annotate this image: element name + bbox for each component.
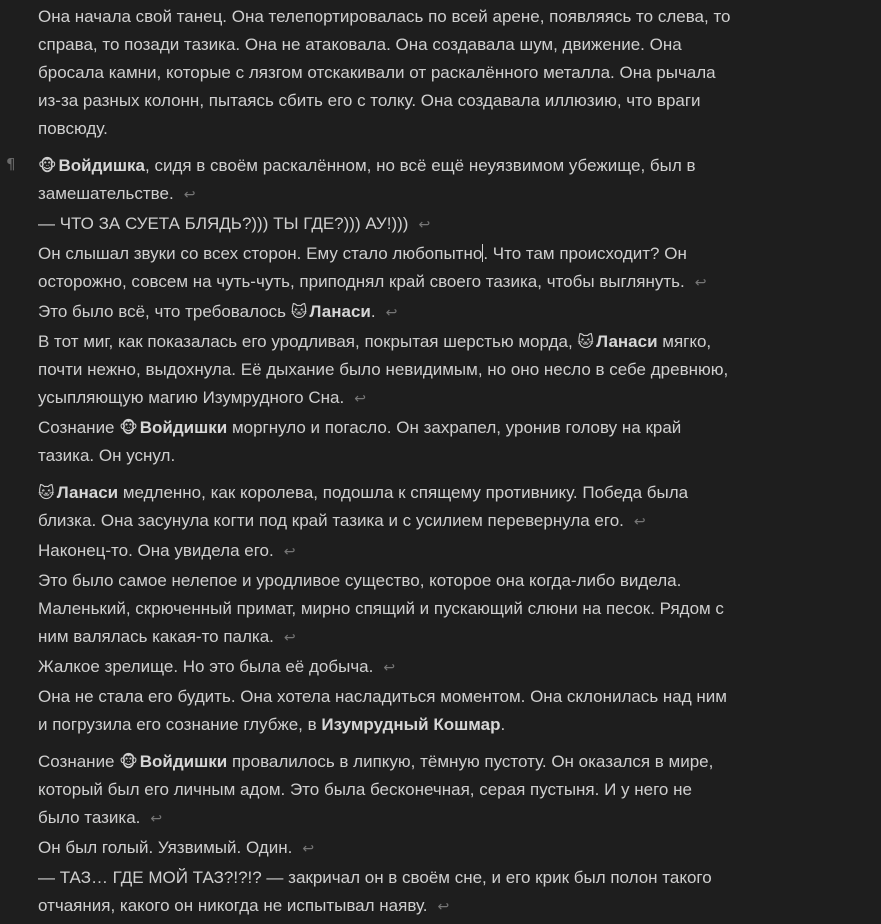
return-icon: ↩ — [283, 544, 296, 560]
paragraph-3[interactable] — [38, 210, 778, 238]
paragraph-11[interactable] — [38, 653, 778, 681]
paragraph-15[interactable] — [38, 864, 778, 920]
text-line: Маленький, скрюченный примат, мирно спящий и пускающий слюни на песок. Рядом с — [38, 599, 724, 618]
paragraph-2[interactable] — [38, 152, 778, 208]
paragraph-4[interactable] — [38, 240, 778, 296]
paragraph-14[interactable] — [38, 834, 778, 862]
text-run: мягко, — [657, 332, 712, 351]
text-line: повсюду. — [38, 119, 108, 138]
monkey-icon: 🐵 — [119, 418, 138, 437]
text-line: тазика. Он уснул. — [38, 446, 176, 465]
text-run: . Что там происходит? Он — [483, 244, 687, 263]
text-run: Он слышал звуки со всех сторон. Ему стало любопытно — [38, 244, 483, 263]
paragraph-8[interactable] — [38, 479, 778, 535]
text-run: моргнуло и погасло. Он захрапел, уронив голову на край — [227, 418, 682, 437]
character-name: Ланаси — [56, 483, 119, 502]
return-icon: ↩ — [183, 187, 196, 203]
cat-icon: 🐱 — [577, 332, 595, 351]
text-run: отчаяния, какого он никогда не испытывал наяву. — [38, 896, 428, 915]
return-icon: ↩ — [383, 660, 396, 676]
text-run: усыпляющую магию Изумрудного Сна. — [38, 388, 345, 407]
text-run: и погрузила его сознание глубже, в — [38, 715, 322, 734]
return-icon: ↩ — [633, 514, 646, 530]
text-run: В тот миг, как показалась его уродливая, покрытая шерстью морда, — [38, 332, 578, 351]
return-icon: ↩ — [437, 899, 450, 915]
text-line: справа, то позади тазика. Она не атаковала. Она создавала шум, движение. Она — [38, 35, 682, 54]
character-name: Войдишки — [139, 752, 228, 771]
return-icon: ↩ — [418, 217, 431, 233]
paragraph-12[interactable] — [38, 683, 778, 739]
paragraph-5[interactable] — [38, 298, 778, 326]
paragraph-7[interactable] — [38, 414, 778, 470]
cat-icon: 🐱 — [290, 302, 308, 321]
text-run: Жалкое зрелище. Но это была её добыча. — [38, 657, 374, 676]
text-line: который был его личным адом. Это была бесконечная, серая пустыня. И у него не — [38, 780, 692, 799]
text-run: — ЧТО ЗА СУЕТА БЛЯДЬ?))) ТЫ ГДЕ?))) АУ!))) — [38, 214, 409, 233]
text-run: Он был голый. Уязвимый. Один. — [38, 838, 293, 857]
text-run: было тазика. — [38, 808, 141, 827]
return-icon: ↩ — [150, 811, 163, 827]
monkey-icon: 🐵 — [38, 156, 57, 175]
return-icon: ↩ — [385, 305, 398, 321]
return-icon: ↩ — [354, 391, 366, 407]
text-line: из-за разных колонн, пытаясь сбить его с толку. Она создавала иллюзию, что враги — [38, 91, 701, 110]
character-name: Войдишка — [58, 156, 145, 175]
text-line: Она начала свой танец. Она телепортировалась по всей арене, появляясь то слева, то — [38, 7, 731, 26]
text-line: почти нежно, выдохнула. Её дыхание было невидимым, но оно несло в себе древнюю, — [38, 360, 729, 379]
text-run: медленно, как королева, подошла к спящему противнику. Победа была — [118, 483, 689, 502]
character-name: Ланаси — [309, 302, 371, 321]
cat-icon: 🐱 — [38, 483, 55, 502]
character-name: Ланаси — [596, 332, 658, 351]
text-run: Это было всё, что требовалось — [38, 302, 291, 321]
return-icon: ↩ — [283, 630, 296, 646]
paragraph-9[interactable] — [38, 537, 778, 565]
text-run: осторожно, совсем на чуть-чуть, приподнял край своего тазика, чтобы выглянуть. — [38, 272, 685, 291]
paragraph-13[interactable] — [38, 748, 778, 832]
paragraph-6[interactable] — [38, 328, 778, 412]
text-run: близка. Она засунула когти под край тазика и с усилием перевернула его. — [38, 511, 624, 530]
monkey-icon: 🐵 — [119, 752, 138, 771]
text-run: , сидя в своём раскалённом, но всё ещё неуязвимом убежище, был в — [145, 156, 696, 175]
pilcrow-icon: ¶ — [6, 155, 16, 173]
paragraph-10[interactable] — [38, 567, 778, 651]
bold-term: Изумрудный Кошмар — [321, 715, 501, 734]
return-icon: ↩ — [302, 841, 315, 857]
text-line: — ТАЗ… ГДЕ МОЙ ТАЗ?!?!? — закричал он в своём сне, и его крик был полон такого — [38, 868, 712, 887]
text-run: замешательстве. — [38, 184, 174, 203]
paragraph-1[interactable] — [38, 3, 778, 143]
text-run: Наконец-то. Она увидела его. — [38, 541, 274, 560]
return-icon: ↩ — [694, 275, 707, 291]
text-line: Это было самое нелепое и уродливое существо, которое она когда-либо видела. — [38, 571, 682, 590]
text-run: Сознание — [38, 752, 120, 771]
text-run: провалилось в липкую, тёмную пустоту. Он оказался в мире, — [227, 752, 714, 771]
text-line: бросала камни, которые с лязгом отскакивали от раскалённого металла. Она рычала — [38, 63, 716, 82]
text-run: . — [500, 715, 506, 734]
text-run: . — [370, 302, 376, 321]
character-name: Войдишки — [139, 418, 228, 437]
text-line: Она не стала его будить. Она хотела насладиться моментом. Она склонилась над ним — [38, 687, 727, 706]
text-run: ним валялась какая-то палка. — [38, 627, 274, 646]
text-run: Сознание — [38, 418, 120, 437]
